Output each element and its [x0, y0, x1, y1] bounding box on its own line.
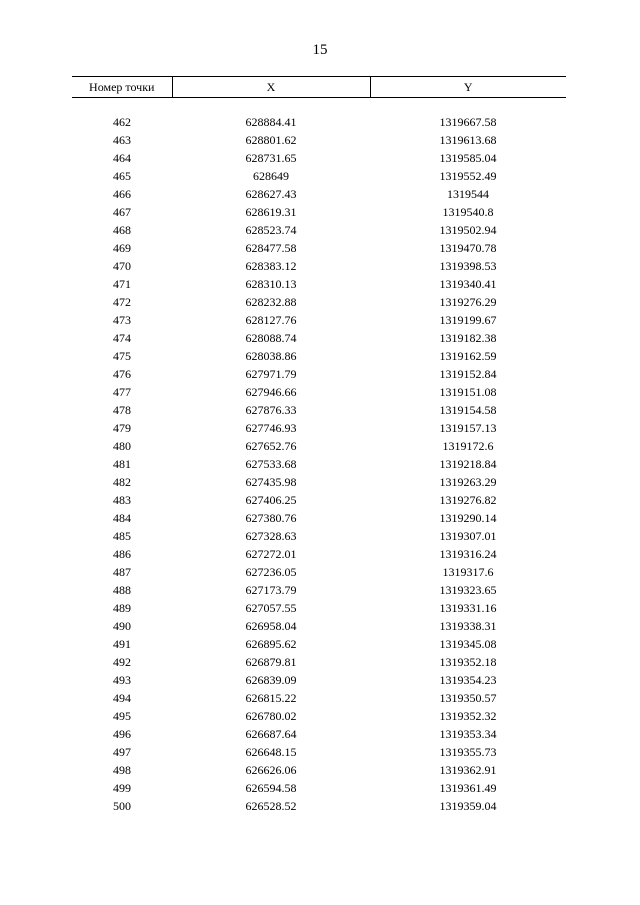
- cell-x: 626626.06: [245, 763, 297, 777]
- cell-point-number: 477: [113, 385, 131, 399]
- cell-point-number: 495: [113, 709, 131, 723]
- cell-y: 1319359.04: [439, 799, 497, 813]
- table-row: [72, 491, 566, 509]
- cell-y: 1319152.84: [439, 367, 497, 381]
- cell-y: 1319162.59: [439, 349, 497, 363]
- table-row: [72, 311, 566, 329]
- cell-point-number: 499: [113, 781, 131, 795]
- table-row: [72, 563, 566, 581]
- header-y: Y: [370, 77, 566, 98]
- cell-y: 1319290.14: [439, 511, 497, 525]
- cell-y: 1319157.13: [439, 421, 497, 435]
- cell-point-number: 465: [113, 169, 131, 183]
- cell-y: 1319544: [447, 187, 489, 201]
- table-row: [72, 185, 566, 203]
- cell-y: 1319307.01: [439, 529, 497, 543]
- cell-point-number: 498: [113, 763, 131, 777]
- table-row: [72, 239, 566, 257]
- cell-point-number: 489: [113, 601, 131, 615]
- cell-x: 626895.62: [245, 637, 297, 651]
- cell-x: 627971.79: [245, 367, 297, 381]
- cell-y: 1319398.53: [439, 259, 497, 273]
- table-row: [72, 527, 566, 545]
- cell-x: 627435.98: [245, 475, 297, 489]
- cell-y: 1319172.6: [442, 439, 494, 453]
- table-row: [72, 671, 566, 689]
- cell-x: 627057.55: [245, 601, 297, 615]
- cell-x: 627406.25: [245, 493, 297, 507]
- cell-y: 1319353.34: [439, 727, 497, 741]
- cell-point-number: 468: [113, 223, 131, 237]
- cell-y: 1319355.73: [439, 745, 497, 759]
- cell-x: 626879.81: [245, 655, 297, 669]
- cell-point-number: 469: [113, 241, 131, 255]
- cell-point-number: 479: [113, 421, 131, 435]
- cell-point-number: 462: [113, 115, 131, 129]
- cell-point-number: 488: [113, 583, 131, 597]
- cell-x: 626594.58: [245, 781, 297, 795]
- cell-point-number: 473: [113, 313, 131, 327]
- table-row: [72, 617, 566, 635]
- cell-x: 626648.15: [245, 745, 297, 759]
- cell-x: 627652.76: [245, 439, 297, 453]
- cell-x: 628127.76: [245, 313, 297, 327]
- table-row: [72, 293, 566, 311]
- cell-point-number: 483: [113, 493, 131, 507]
- cell-x: 627533.68: [245, 457, 297, 471]
- cell-y: 1319361.49: [439, 781, 497, 795]
- cell-x: 626528.52: [245, 799, 297, 813]
- cell-y: 1319345.08: [439, 637, 497, 651]
- cell-point-number: 486: [113, 547, 131, 561]
- cell-x: 627946.66: [245, 385, 297, 399]
- cell-x: 626687.64: [245, 727, 297, 741]
- cell-point-number: 475: [113, 349, 131, 363]
- table-row: [72, 383, 566, 401]
- cell-point-number: 470: [113, 259, 131, 273]
- cell-y: 1319331.16: [439, 601, 497, 615]
- table-row: [72, 329, 566, 347]
- cell-y: 1319317.6: [442, 565, 494, 579]
- table-row: [72, 401, 566, 419]
- cell-y: 1319352.18: [439, 655, 497, 669]
- coordinates-table: [72, 76, 566, 815]
- cell-point-number: 487: [113, 565, 131, 579]
- table-row: [72, 131, 566, 149]
- table-row: [72, 365, 566, 383]
- cell-y: 1319199.67: [439, 313, 497, 327]
- cell-x: 627746.93: [245, 421, 297, 435]
- cell-x: 628523.74: [245, 223, 297, 237]
- table-row: [72, 203, 566, 221]
- table-row: [72, 761, 566, 779]
- cell-y: 1319276.82: [439, 493, 497, 507]
- cell-y: 1319350.57: [439, 691, 497, 705]
- table-header: [72, 77, 566, 98]
- table-row: [72, 167, 566, 185]
- table-row: [72, 221, 566, 239]
- cell-x: 626815.22: [245, 691, 297, 705]
- table-row: [72, 743, 566, 761]
- cell-point-number: 490: [113, 619, 131, 633]
- cell-x: 627380.76: [245, 511, 297, 525]
- cell-x: 628310.13: [245, 277, 297, 291]
- table-row: [72, 149, 566, 167]
- cell-y: 1319667.58: [439, 115, 497, 129]
- header-point-number: Номер точки: [72, 77, 172, 98]
- cell-x: 627173.79: [245, 583, 297, 597]
- cell-point-number: 474: [113, 331, 131, 345]
- cell-point-number: 494: [113, 691, 131, 705]
- header-x: X: [172, 77, 370, 98]
- table-spacer: [72, 98, 566, 114]
- cell-point-number: 480: [113, 439, 131, 453]
- table-row: [72, 437, 566, 455]
- cell-x: 626839.09: [245, 673, 297, 687]
- cell-y: 1319354.23: [439, 673, 497, 687]
- cell-x: 628477.58: [245, 241, 297, 255]
- table-row: [72, 257, 566, 275]
- table-row: [72, 509, 566, 527]
- cell-x: 628627.43: [245, 187, 297, 201]
- cell-y: 1319552.49: [439, 169, 497, 183]
- table-row: [72, 581, 566, 599]
- cell-x: 627272.01: [245, 547, 297, 561]
- table-body: [72, 98, 566, 816]
- cell-x: 628731.65: [245, 151, 297, 165]
- cell-x: 628232.88: [245, 295, 297, 309]
- table-row: [72, 797, 566, 815]
- table-row: [72, 419, 566, 437]
- cell-point-number: 471: [113, 277, 131, 291]
- cell-point-number: 467: [113, 205, 131, 219]
- cell-y: 1319352.32: [439, 709, 497, 723]
- table-row: [72, 113, 566, 131]
- cell-point-number: 485: [113, 529, 131, 543]
- cell-x: 627876.33: [245, 403, 297, 417]
- cell-y: 1319470.78: [439, 241, 497, 255]
- table-row: [72, 725, 566, 743]
- cell-y: 1319338.31: [439, 619, 497, 633]
- cell-y: 1319540.8: [442, 205, 494, 219]
- cell-x: 628619.31: [245, 205, 297, 219]
- cell-point-number: 478: [113, 403, 131, 417]
- cell-point-number: 466: [113, 187, 131, 201]
- cell-point-number: 464: [113, 151, 131, 165]
- cell-x: 628649: [253, 169, 289, 183]
- cell-y: 1319340.41: [439, 277, 497, 291]
- table-row: [72, 275, 566, 293]
- cell-y: 1319585.04: [439, 151, 497, 165]
- cell-x: 628383.12: [245, 259, 297, 273]
- cell-x: 627328.63: [245, 529, 297, 543]
- cell-y: 1319316.24: [439, 547, 497, 561]
- cell-point-number: 472: [113, 295, 131, 309]
- cell-x: 628884.41: [245, 115, 297, 129]
- cell-x: 627236.05: [245, 565, 297, 579]
- cell-point-number: 500: [113, 799, 131, 813]
- cell-y: 1319613.68: [439, 133, 497, 147]
- header-row: [72, 77, 566, 98]
- table-row: [72, 653, 566, 671]
- cell-point-number: 492: [113, 655, 131, 669]
- cell-x: 626780.02: [245, 709, 297, 723]
- cell-y: 1319182.38: [439, 331, 497, 345]
- cell-y: 1319502.94: [439, 223, 497, 237]
- cell-y: 1319263.29: [439, 475, 497, 489]
- cell-point-number: 496: [113, 727, 131, 741]
- table-row: [72, 473, 566, 491]
- table-row: [72, 689, 566, 707]
- table-row: [72, 455, 566, 473]
- cell-y: 1319362.91: [439, 763, 497, 777]
- cell-point-number: 482: [113, 475, 131, 489]
- cell-x: 628038.86: [245, 349, 297, 363]
- cell-point-number: 463: [113, 133, 131, 147]
- table-row: [72, 599, 566, 617]
- cell-y: 1319276.29: [439, 295, 497, 309]
- cell-y: 1319323.65: [439, 583, 497, 597]
- cell-point-number: 493: [113, 673, 131, 687]
- cell-x: 628088.74: [245, 331, 297, 345]
- table-row: [72, 545, 566, 563]
- cell-x: 626958.04: [245, 619, 297, 633]
- cell-point-number: 484: [113, 511, 131, 525]
- cell-point-number: 481: [113, 457, 131, 471]
- cell-x: 628801.62: [245, 133, 297, 147]
- cell-y: 1319151.08: [439, 385, 497, 399]
- cell-point-number: 491: [113, 637, 131, 651]
- cell-point-number: 476: [113, 367, 131, 381]
- cell-y: 1319218.84: [439, 457, 497, 471]
- cell-point-number: 497: [113, 745, 131, 759]
- table-row: [72, 635, 566, 653]
- table-row: [72, 779, 566, 797]
- table-row: [72, 347, 566, 365]
- cell-y: 1319154.58: [439, 403, 497, 417]
- table-row: [72, 707, 566, 725]
- page-number: 15: [312, 42, 328, 58]
